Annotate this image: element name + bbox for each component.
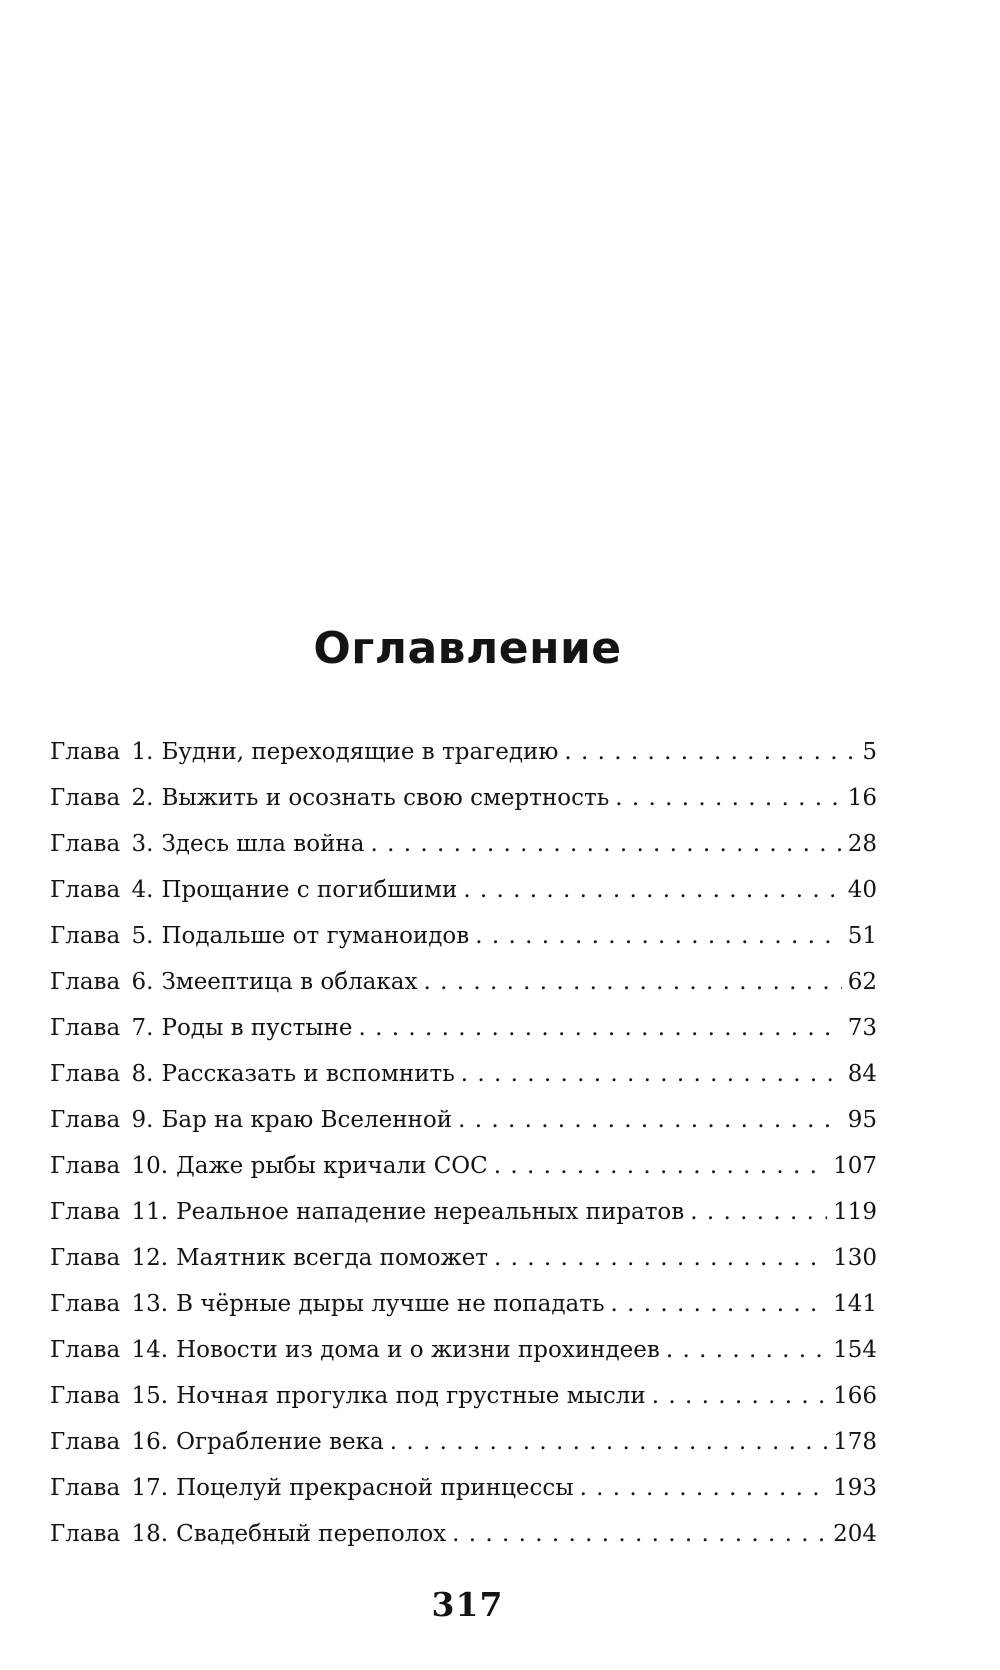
toc-entry xyxy=(50,1235,877,1281)
chapter-label: Глава 4. xyxy=(50,877,154,903)
chapter-page: 51 xyxy=(847,923,877,949)
dot-leader xyxy=(359,1005,842,1051)
chapter-page: 16 xyxy=(847,785,877,811)
chapter-title: Змеептица в облаках xyxy=(161,969,418,995)
chapter-label: Глава 15. xyxy=(50,1383,169,1409)
chapter-label: Глава 2. xyxy=(50,785,154,811)
chapter-title: Будни, переходящие в трагедию xyxy=(161,739,559,765)
chapter-page: 204 xyxy=(833,1521,877,1547)
chapter-title: Бар на краю Вселенной xyxy=(161,1107,453,1133)
chapter-title: Подальше от гуманоидов xyxy=(161,923,470,949)
dot-leader xyxy=(580,1465,828,1511)
chapter-page: 5 xyxy=(862,739,877,765)
chapter-page: 166 xyxy=(833,1383,877,1409)
chapter-label: Глава 11. xyxy=(50,1199,169,1225)
toc-entry xyxy=(50,1097,877,1143)
toc-entry xyxy=(50,1005,877,1051)
chapter-label: Глава 7. xyxy=(50,1015,154,1041)
chapter-label: Глава 6. xyxy=(50,969,154,995)
toc-entry xyxy=(50,1373,877,1419)
chapter-page: 28 xyxy=(847,831,877,857)
toc-entry xyxy=(50,913,877,959)
page-number: 317 xyxy=(431,1585,504,1624)
chapter-title: Новости из дома и о жизни прохиндеев xyxy=(176,1337,660,1363)
dot-leader xyxy=(423,959,841,1005)
toc-entry xyxy=(50,821,877,867)
chapter-page: 178 xyxy=(833,1429,877,1455)
chapter-label: Глава 9. xyxy=(50,1107,154,1133)
chapter-page: 154 xyxy=(833,1337,877,1363)
chapter-label: Глава 13. xyxy=(50,1291,169,1317)
dot-leader xyxy=(475,913,842,959)
toc-entry xyxy=(50,1189,877,1235)
dot-leader xyxy=(494,1235,827,1281)
dot-leader xyxy=(390,1419,827,1465)
dot-leader xyxy=(652,1373,827,1419)
chapter-label: Глава 18. xyxy=(50,1521,169,1547)
chapter-label: Глава 8. xyxy=(50,1061,154,1087)
dot-leader xyxy=(666,1327,827,1373)
chapter-title: Ночная прогулка под грустные мысли xyxy=(176,1383,646,1409)
chapter-page: 193 xyxy=(833,1475,877,1501)
chapter-page: 62 xyxy=(847,969,877,995)
page-title: Оглавление xyxy=(313,623,622,675)
toc-entry xyxy=(50,959,877,1005)
chapter-title: Здесь шла война xyxy=(161,831,365,857)
toc-entry xyxy=(50,1143,877,1189)
dot-leader xyxy=(463,867,841,913)
dot-leader xyxy=(690,1189,827,1235)
chapter-title: Свадебный переполох xyxy=(176,1521,447,1547)
dot-leader xyxy=(452,1511,827,1557)
toc-entry xyxy=(50,1327,877,1373)
toc-entry xyxy=(50,729,877,775)
chapter-title: Прощание с погибшими xyxy=(161,877,458,903)
chapter-title: Выжить и осознать свою смертность xyxy=(161,785,610,811)
dot-leader xyxy=(610,1281,827,1327)
chapter-label: Глава 12. xyxy=(50,1245,169,1271)
toc-entry xyxy=(50,1465,877,1511)
toc-entry xyxy=(50,1511,877,1557)
chapter-label: Глава 14. xyxy=(50,1337,169,1363)
dot-leader xyxy=(458,1097,842,1143)
chapter-page: 73 xyxy=(847,1015,877,1041)
chapter-label: Глава 5. xyxy=(50,923,154,949)
dot-leader xyxy=(494,1143,827,1189)
chapter-label: Глава 16. xyxy=(50,1429,169,1455)
chapter-title: Ограбление века xyxy=(176,1429,384,1455)
chapter-page: 107 xyxy=(833,1153,877,1179)
chapter-title: Рассказать и вспомнить xyxy=(161,1061,455,1087)
chapter-label: Глава 17. xyxy=(50,1475,169,1501)
chapter-label: Глава 3. xyxy=(50,831,154,857)
toc-entry xyxy=(50,775,877,821)
chapter-page: 84 xyxy=(847,1061,877,1087)
chapter-title: Поцелуй прекрасной принцессы xyxy=(176,1475,574,1501)
toc-entry xyxy=(50,867,877,913)
dot-leader xyxy=(461,1051,842,1097)
chapter-title: Маятник всегда поможет xyxy=(176,1245,489,1271)
dot-leader xyxy=(564,729,856,775)
chapter-title: В чёрные дыры лучше не попадать xyxy=(176,1291,605,1317)
chapter-title: Даже рыбы кричали СОС xyxy=(176,1153,488,1179)
chapter-title: Роды в пустыне xyxy=(161,1015,353,1041)
chapter-page: 40 xyxy=(847,877,877,903)
chapter-page: 95 xyxy=(847,1107,877,1133)
toc-entry xyxy=(50,1051,877,1097)
chapter-page: 130 xyxy=(833,1245,877,1271)
chapter-page: 141 xyxy=(833,1291,877,1317)
toc-entry xyxy=(50,1419,877,1465)
chapter-label: Глава 10. xyxy=(50,1153,169,1179)
dot-leader xyxy=(615,775,841,821)
toc-entry xyxy=(50,1281,877,1327)
table-of-contents xyxy=(50,729,877,1557)
chapter-label: Глава 1. xyxy=(50,739,154,765)
chapter-page: 119 xyxy=(833,1199,877,1225)
chapter-title: Реальное нападение нереальных пиратов xyxy=(176,1199,685,1225)
dot-leader xyxy=(370,821,841,867)
